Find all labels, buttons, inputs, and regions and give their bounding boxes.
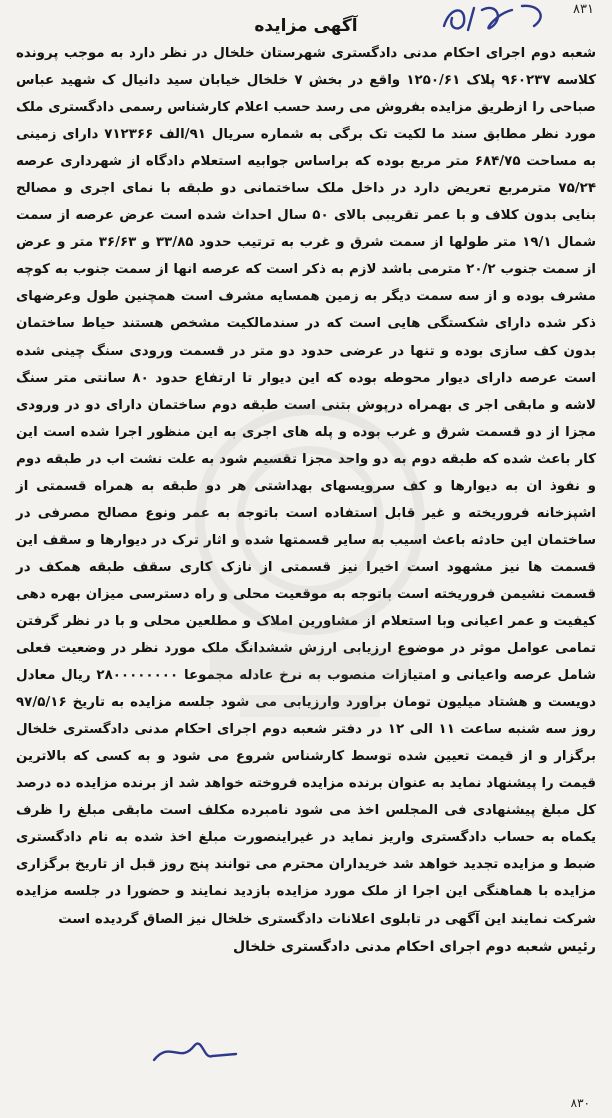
notice-body: شعبه دوم اجرای احکام مدنی دادگستری شهرستان خلخال در نظر دارد به موجب پرونده کلاسه ۹۶۰۲۳۷ پلاک ۱۲۵۰/۶۱ واقع در بخش ۷ خلخال خیابان سید دانیال ک شهید عباس صباحی را ازطریق مزایده بفروش می رسد حسب اعلام کارشناس رسمی دادگستری ملک مورد نظر مطابق سند ما لکیت تک برگی به شماره سریال ۹۱/الف ۷۱۲۳۶۶ دارای زمینی به مساحت ۶۸۴/۷۵ متر مربع بوده که براساس جوابیه استعلام دادگاه از شهرداری عرصه ۷۵/۲۴ مترمربع تعریض دارد در داخل ملک ساختمانی دو طبقه با نمای اجری و مصالح بنایی بدون کلاف و با عمر تقریبی بالای ۵۰ سال احداث شده است عرض عرصه از سمت شمال ۱۹/۱ متر طولها از سمت شرق و غرب به ترتیب حدود ۳۳/۸۵ و ۳۶/۶۳ متر و عرض از سمت جنوب ۲۰/۲ مترمی باشد لازم به ذکر است که عرصه انها از سمت جنوب به کوچه مشرف بوده و از سه سمت دیگر به زمین همسایه مشرف است همچنین طول وعرضهای ذکر شده دارای شکستگی هایی است که در سندمالکیت مشخص هستند حیاط ساختمان بدون کف سازی بوده و تنها در عرضی حدود دو متر در قسمت ورودی سنگ چینی شده است عرصه دارای دیوار محوطه بوده که این دیوار تا ارتفاع حدود ۸۰ سانتی متر سنگ لاشه و مابقی اجر ی بهمراه درپوش بتنی است طبقه دوم ساختمان دارای دو در ورودی مجزا از دو قسمت شرق و غرب بوده و پله های اجری به این منظور اجرا شده است این کار باعث شده که طبقه دوم به دو واحد مجزا تقسیم شود به علت نشت اب در طبقه دوم و نفوذ ان به دیوارها و کف سرویسهای بهداشتی هر دو طبقه به همراه قسمتی از اشپزخانه فروریخته و غیر قابل استفاده است باتوجه به عمر ونوع مصالح مصرفی در ساختمان این حادثه باعث اسیب به سایر قسمتها شده و اثار ترک در دیوارها و سقف این قسمت ها نیز مشهود است اخیرا نیز قسمتی از نازک کاری سقف طبقه همکف در قسمت نشیمن فروریخته است باتوجه به موقعیت محلی و راه دسترسی میزان بهره دهی کیفیت و عمر اعیانی وبا استعلام از مشاورین املاک و مطلعین محلی و با در نظر گرفتن تمامی عوامل موثر در موضوع ارزیابی ارزش ششدانگ ملک مورد نظر در وضعیت فعلی شامل عرصه واعیانی و امتیازات منصوب به نرخ عادله مجموعا ۲۸۰۰۰۰۰۰۰۰ ریال معادل دویست و هشتاد میلیون تومان براورد وارزیابی می شود جلسه مزایده به تاریخ ۹۷/۵/۱۶ روز سه شنبه ساعت ۱۱ الی ۱۲ در دفتر شعبه دوم اجرای احکام مدنی دادگستری خلخال برگزار و از قیمت تعیین شده توسط کارشناس شروع می شود و به کسی که بالاترین قیمت را پیشنهاد نماید به عنوان برنده مزایده فروخته خواهد شد از برنده مزایده ده درصد کل مبلغ پیشنهادی فی المجلس اخذ می شود نامبرده مکلف است مابقی مبلغ را ظرف یکماه به حساب دادگستری واریز نماید در غیراینصورت مبلغ اخذ شده به نام دادگستری ضبط و مزایده تجدید خواهد شد خریداران محترم می توانند پنج روز قبل از تاریخ برگزاری مزایده با هماهنگی این اجرا از ملک مورد مزایده بازدید نمایند و حضورا در جلسه مزایده شرکت نمایند این آگهی در تابلوی اعلانات دادگستری خلخال نیز الصاق گردیده است <box>16 46 597 927</box>
signature-line: رئیس شعبه دوم اجرای احکام مدنی دادگستری خلخال <box>232 938 596 955</box>
page-number-bottom: ۸۳۰ <box>570 1096 590 1110</box>
header <box>14 2 598 40</box>
handwritten-pen-stroke <box>150 1030 240 1070</box>
page-number-top: ۸۳۱ <box>573 2 594 17</box>
notice-title: آگهی مزایده <box>254 16 358 36</box>
